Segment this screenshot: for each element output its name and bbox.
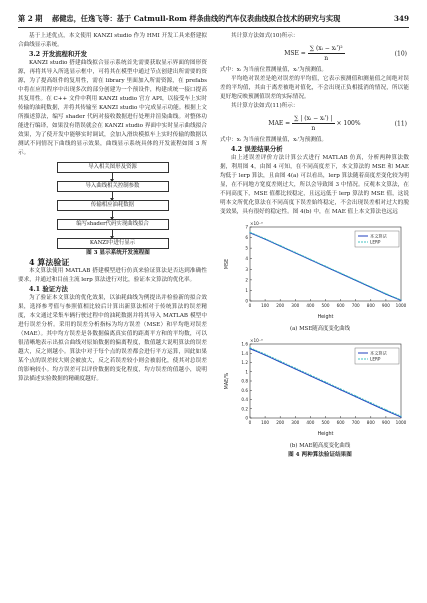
y-tick-label: 1 xyxy=(245,369,248,375)
y-axis-label: MAE/% xyxy=(225,372,230,390)
subfigure-caption: (a) MSE随高度变化曲线 xyxy=(289,326,350,332)
x-tick-label: 800 xyxy=(366,420,375,425)
figure-caption: 图 4 两种算法验证结果图 xyxy=(288,452,352,458)
x-tick-label: 100 xyxy=(261,303,270,308)
y-tick-label: 0.6 xyxy=(241,387,248,393)
data-point xyxy=(325,381,326,382)
y-tick-label: 7 xyxy=(245,224,248,230)
equation-mae xyxy=(220,114,409,133)
x-tick-label: 600 xyxy=(336,303,345,308)
equation-lhs: MAE = xyxy=(268,120,291,127)
equation-fraction xyxy=(292,114,334,133)
section-heading: 4 算法验证 xyxy=(29,257,70,267)
mae-chart-svg xyxy=(220,334,409,438)
legend-label: 本文算法 xyxy=(370,350,387,356)
data-point xyxy=(370,402,371,403)
y-tick-label: 4 xyxy=(245,256,248,262)
right-column xyxy=(220,32,409,460)
x-tick-label: 700 xyxy=(351,303,360,308)
x-tick-label: 500 xyxy=(321,420,330,425)
page-number: 349 xyxy=(393,14,409,23)
flow-step: 编写shader代码实现曲线拟合 xyxy=(57,219,169,230)
equation-numerator: ∑ | (xᵢ − xᵢ') | xyxy=(294,115,333,122)
issue-number: 第 2 期 xyxy=(18,14,43,23)
flow-step: 导入曲线相关控制参数 xyxy=(57,181,169,192)
y-tick-label: 3 xyxy=(245,266,248,272)
data-point xyxy=(355,279,356,280)
mse-chart-svg xyxy=(220,217,409,321)
flow-step: 导入相关图形及资源 xyxy=(57,162,169,173)
data-point xyxy=(265,238,266,239)
flow-arrow xyxy=(112,211,113,219)
paragraph: 为了验证本文算法的优化效果，以油耗曲线为例提出并检验新的拟合效果，选择参考值与参照值相比较后计算出新算法相对于传统算法的误差精度，本文通过采集车辆行驶过程中的油耗数据并将其导入 MATLAB 模型中进行误差分析。采用的误差分析指标为均方误差（MSE）和平均绝对误差（MAE）。其中均方误差是各数据偏离真实值的距离平方和的平均数，可以很清晰地表示出拟合曲线对原始数据的偏离程度，数值越大说明算法的误差越大，反之则越小。算法中对于每个点的误差都会进行平方运算，因此如果某个点的误差较大则会被放大，反之若误差较小则会被弱化，使其对总误差的影响较小。均方误差可以评价数据的变化程度，均方误差的值越小，说明算法描述实验数据的精确度越好。 xyxy=(18,295,207,382)
data-point xyxy=(385,293,386,294)
header-rule xyxy=(18,27,409,28)
y-tick-label: 0.8 xyxy=(241,378,248,384)
x-tick-label: 900 xyxy=(381,303,390,308)
x-tick-label: 1000 xyxy=(395,420,407,425)
y-tick-label: 5 xyxy=(245,245,248,251)
chart-mse xyxy=(220,217,409,325)
data-point xyxy=(325,266,326,267)
legend-label: LERP xyxy=(370,239,381,245)
x-tick-label: 300 xyxy=(291,420,300,425)
data-point xyxy=(340,388,341,389)
x-tick-label: 100 xyxy=(261,420,270,425)
x-tick-label: 700 xyxy=(351,420,360,425)
equation-denominator: n xyxy=(324,55,329,62)
paragraph: 式中：xᵢ 为当前位置测量值，xᵢ'为预测值。 xyxy=(220,137,327,143)
running-header xyxy=(18,12,409,26)
equation-number: (10) xyxy=(394,50,407,57)
y-tick-label: 1.4 xyxy=(241,350,248,356)
paragraph: KANZI studio 搭建曲线拟合显示系统首先需要获取显示界面的图形资源，再将其导入所选显示框中，可将其在模型中通过节点创建出所需要的资源，为了提高组件的复用性，需在 library 里面加入所需资源，在 prefabs 中将在应用程序中出现多次的部分创建为一个预设件，构建成统一接口提高其复用性。在 C++ 文件中利用 KANZI studio 官方 API，以接受车上实时传输的油耗数据，并将其传输至 KANZI studio 中完成显示功能。根据上文所描述算法，编写 shader 代码对接收数据进行处理并渲染曲线。对整体功能进行编译，如果没有错误就会在 KANZI studio 界面中实时显示曲线拟合效果，为了使开发中能够实时调试，会加入滑块模拟车上实时传输的数据以测试不同情况下曲线的显示效果，曲线显示系统具体的开发流程如图 3 所示。 xyxy=(18,60,207,156)
legend-label: LERP xyxy=(370,356,381,362)
subsection-heading: 4.1 验证方法 xyxy=(29,285,68,293)
equation-tail: × 100% xyxy=(336,120,361,127)
left-column xyxy=(18,32,207,384)
data-point xyxy=(295,367,296,368)
y-tick-label: 6 xyxy=(245,235,248,241)
x-tick-label: 600 xyxy=(336,420,345,425)
y-tick-label: 2 xyxy=(245,277,248,283)
x-axis-label: Height xyxy=(317,315,334,320)
y-tick-label: 0 xyxy=(245,415,248,421)
equation-numerator: ∑ (xᵢ − xᵢ')² xyxy=(309,45,343,52)
section-heading: 3.2 开发流程和开发 xyxy=(29,50,88,58)
x-tick-label: 800 xyxy=(366,303,375,308)
y-axis-label: MSE xyxy=(225,258,230,270)
flow-step: KANZI中进行显示 xyxy=(57,238,169,249)
paragraph: 本文算法使用 MATLAB 搭建模型进行仿真来验证算法是否达到准确性要求，并通过和目前主流 lerp 算法进行对比，验证本文算法的优化率。 xyxy=(18,268,207,283)
equation-fraction xyxy=(308,44,345,63)
legend-label: 本文算法 xyxy=(370,233,387,239)
subsection-heading: 4.2 误差结果分析 xyxy=(231,145,283,153)
x-tick-label: 400 xyxy=(306,303,315,308)
data-point xyxy=(310,259,311,260)
flow-arrow xyxy=(112,173,113,181)
y-tick-label: 0.4 xyxy=(241,397,248,402)
paragraph: 式中：xᵢ 为当前位置测量值，xᵢ'为预测值。 xyxy=(220,67,327,73)
paragraph: 基于上述优点，本文使用 KANZI studio 作为 HMI 开发工具来搭建拟合曲线显示系统。 xyxy=(18,33,207,48)
equation-denominator: n xyxy=(311,125,316,132)
x-tick-label: 200 xyxy=(276,303,285,308)
data-point xyxy=(295,252,296,253)
subfigure-caption: (b) MAE随高度变化曲线 xyxy=(289,443,351,449)
data-point xyxy=(370,286,371,287)
data-point xyxy=(355,395,356,396)
x-tick-label: 200 xyxy=(276,420,285,425)
x-tick-label: 900 xyxy=(381,420,390,425)
x-tick-label: 400 xyxy=(306,420,315,425)
y-tick-label: 1.2 xyxy=(241,360,248,365)
data-point xyxy=(249,232,250,233)
x-tick-label: 0 xyxy=(248,303,252,308)
paragraph: 其计算方法如式(10)所示： xyxy=(231,33,299,39)
data-point xyxy=(280,245,281,246)
data-point xyxy=(385,409,386,410)
paragraph: 其计算方法如式(11)所示： xyxy=(231,103,299,109)
y-tick-label: 1 xyxy=(245,287,248,293)
x-axis-label: Height xyxy=(317,432,334,437)
paragraph: 平均绝对误差是绝对误差的平均值，它表示预测值和测量值之间绝对误差的平均值，其由于离差被绝对值化，不会出现正负相抵消的情况，所以能更好地反映预测值误差的实际情况。 xyxy=(220,76,409,100)
data-point xyxy=(280,361,281,362)
x-tick-label: 0 xyxy=(248,420,252,425)
running-title: 郝健忠，任逸飞等：基于 Catmull-Rom 样条曲线的汽车仪表曲线拟合技术的研究与实现 xyxy=(52,14,341,23)
data-point xyxy=(400,416,401,417)
y-multiplier: ×10⁻³ xyxy=(250,338,263,343)
data-point xyxy=(400,299,401,300)
x-tick-label: 500 xyxy=(321,303,330,308)
figure-caption: 图 3 显示系统开发流程图 xyxy=(86,250,150,256)
y-tick-label: 1.6 xyxy=(241,341,248,347)
equation-mse xyxy=(220,44,409,63)
data-point xyxy=(340,272,341,273)
y-tick-label: 0.2 xyxy=(241,406,248,412)
x-tick-label: 300 xyxy=(291,303,300,308)
equation-number: (11) xyxy=(394,120,407,127)
flow-arrow xyxy=(112,192,113,200)
flowchart xyxy=(38,162,188,249)
paragraph: 由上述误差评价方法计算公式进行 MATLAB 仿真，分析两种算法数据，利用图 4，由图 4 可知，在不同高度差下，本文算法的 MSE 和 MAE 均低于 lerp 算法，且由图 4(a) 可以看出，lerp 算法随着高度差变化较为明显，在不同地方宽度差则过大，所以会导致图 3 中情况。反观本文算法，在不同高度下，MSE 值都比较稳定，且远远低于 lerp 算法的 MSE 值，这说明本文所优化算法在不同高度下误差始终稳定，不会出现误差相对过大的脱变效果，具有很好的稳定性。图 4(b) 中，在 MAE 值上本文算法也远远 xyxy=(220,155,409,215)
x-tick-label: 1000 xyxy=(395,303,407,308)
flow-arrow xyxy=(112,230,113,238)
y-tick-label: 0 xyxy=(245,298,248,304)
data-point xyxy=(265,354,266,355)
y-multiplier: ×10⁻³ xyxy=(250,221,263,226)
flow-step: 传输相应油耗数据 xyxy=(57,200,169,211)
data-point xyxy=(249,347,250,348)
equation-lhs: MSE = xyxy=(284,50,306,57)
data-point xyxy=(310,374,311,375)
chart-mae xyxy=(220,334,409,442)
